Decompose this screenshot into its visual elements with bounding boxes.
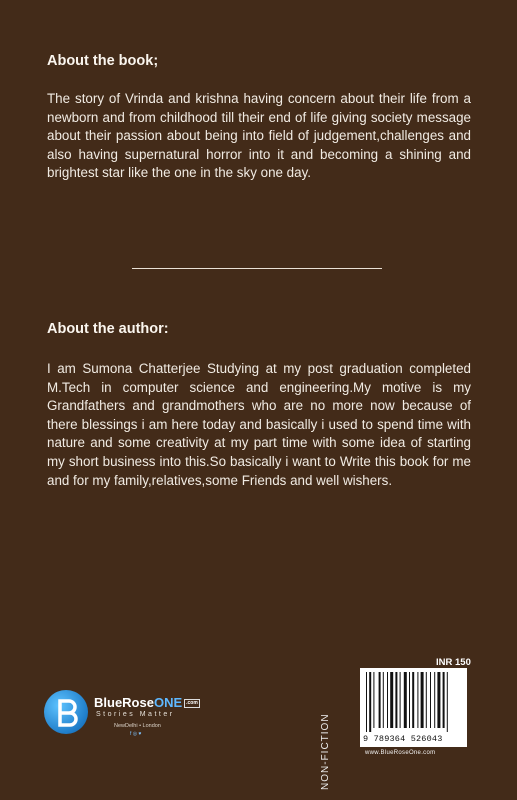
about-book-text: The story of Vrinda and krishna having concern about their life from a newborn and from childhood till their end of life giving society message about their passion about being into field of judgement,challenges and also having supernatural horror into it and becoming a shining and brightest star like the one in the sky one day. [47,91,471,181]
publisher-tagline: Stories Matter [96,711,175,718]
section-divider [132,268,382,269]
about-author-heading: About the author: [47,321,169,337]
brand-main: BlueRose [94,695,154,710]
brand-suffix: .com [186,700,198,707]
about-book-heading: About the book; [47,53,159,69]
website-url: www.BlueRoseOne.com [365,750,436,756]
publisher-brand [94,695,200,710]
isbn-number: 9 789364 526043 [363,734,443,744]
publisher-cities: NewDelhi • London [114,723,161,729]
bluerose-logo-icon [44,690,88,734]
about-author-text: I am Sumona Chatterjee Studying at my post graduation completed M.Tech in computer science and engineering.My motive is my Grandfathers and grandmothers who are no more now because of there blessings i am here today and basically i used to spend time with nature and some creativity at my part time with some idea of starting my short business into this.So basically i want to Write this book for me and for my family,relatives,some Friends and well wishers. [47,361,471,488]
isbn-barcode [360,668,467,747]
price-label: INR 150 [436,657,471,668]
social-icons: f ◎ ♥ [130,731,142,737]
category-label: NON-FICTION [320,713,331,790]
publisher-logo [44,690,244,750]
brand-one: ONE [153,695,183,710]
